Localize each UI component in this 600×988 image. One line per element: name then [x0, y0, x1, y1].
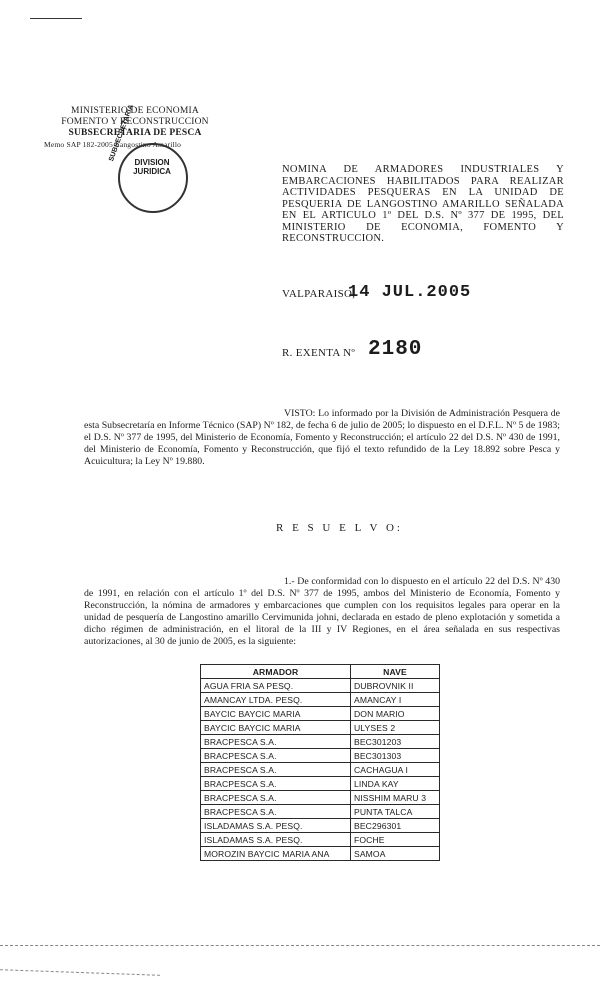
nave-cell: SAMOA: [351, 847, 440, 861]
armador-cell: AGUA FRIA SA PESQ.: [201, 679, 351, 693]
scan-artifact-line: [0, 945, 600, 946]
stamp-line-1: DIVISION: [134, 158, 170, 167]
armador-cell: BAYCIC BAYCIC MARIA: [201, 707, 351, 721]
armador-cell: BRACPESCA S.A.: [201, 749, 351, 763]
table-row: [201, 819, 440, 833]
table-row: [201, 749, 440, 763]
table-row: [201, 791, 440, 805]
letterhead-line-3: SUBSECRETARIA DE PESCA: [68, 128, 202, 138]
nave-cell: LINDA KAY: [351, 777, 440, 791]
memo-reference: Memo SAP 182-2005 Langostino Amarillo: [44, 140, 182, 149]
header-nave: NAVE: [351, 665, 440, 679]
article-1-paragraph: 1.- De conformidad con lo dispuesto en el artículo 22 del D.S. Nº 430 de 1991, en relación con el artículo 1º del D.S. Nº 377 de 1995, ambos del Ministerio de Economía, Fomento y Reconstrucción, la nómina de armadores y embarcaciones que cumplen con los requisitos legales para operar en la unidad de pesquería de Langostino amarillo Cervimunida johni, declarada en estado de pleno explotación y sometida a dicho régimen de administración, en el litoral de la III y IV Regiones, en el área señalada en sus respectivas autorizaciones, al 30 de junio de 2005, es la siguiente:: [84, 576, 560, 647]
letterhead: [44, 106, 220, 150]
letterhead-line-2: FOMENTO Y RECONSTRUCCION: [61, 117, 209, 127]
nave-cell: DUBROVNIK II: [351, 679, 440, 693]
top-margin-mark: [30, 18, 82, 19]
table-row: [201, 679, 440, 693]
table-row: [201, 735, 440, 749]
header-armador: ARMADOR: [201, 665, 351, 679]
armador-cell: BRACPESCA S.A.: [201, 791, 351, 805]
resuelvo-heading: R E S U E L V O:: [276, 522, 403, 534]
armador-cell: ISLADAMAS S.A. PESQ.: [201, 819, 351, 833]
nave-cell: PUNTA TALCA: [351, 805, 440, 819]
armador-cell: BAYCIC BAYCIC MARIA: [201, 721, 351, 735]
table-row: [201, 693, 440, 707]
nave-cell: BEC301303: [351, 749, 440, 763]
table-row: [201, 847, 440, 861]
table-row: [201, 833, 440, 847]
resolution-number: 2180: [368, 338, 423, 361]
table-row: [201, 763, 440, 777]
nave-cell: DON MARIO: [351, 707, 440, 721]
division-juridica-stamp: [118, 143, 188, 213]
stamp-line-2: JURIDICA: [133, 167, 171, 176]
nave-cell: FOCHE: [351, 833, 440, 847]
letterhead-line-1: MINISTERIO DE ECONOMIA: [71, 106, 199, 116]
visto-paragraph: VISTO: Lo informado por la División de Administración Pesquera de esta Subsecretaría en Informe Técnico (SAP) Nº 182, de fecha 6 de julio de 2005; lo dispuesto en el D.F.L. Nº 5 de 1983; el D.S. Nº 377 de 1995, del Ministerio de Economía, Fomento y Reconstrucción; el artículo 22 del D.S. Nº 430 de 1991, del Ministerio de Economía, Fomento y Reconstrucción, que fijó el texto refundido de la Ley 18.892 sobre Pesca y Acuicultura; la Ley Nº 19.880.: [84, 408, 560, 467]
armador-cell: MOROZIN BAYCIC MARIA ANA: [201, 847, 351, 861]
armador-cell: BRACPESCA S.A.: [201, 777, 351, 791]
armador-cell: BRACPESCA S.A.: [201, 735, 351, 749]
nave-cell: ULYSES 2: [351, 721, 440, 735]
nave-cell: BEC296301: [351, 819, 440, 833]
document-title: NOMINA DE ARMADORES INDUSTRIALES Y EMBARCACIONES HABILITADOS PARA REALIZAR ACTIVIDADES PESQUERAS EN LA UNIDAD DE PESQUERIA DE LANGOSTINO AMARILLO SEÑALADA EN EL ARTICULO 1º DEL D.S. Nº 377 DE 1995, DEL MINISTERIO DE ECONOMIA, FOMENTO Y RECONSTRUCCION.: [282, 164, 564, 244]
city-label: VALPARAISO,: [282, 288, 356, 300]
nave-cell: AMANCAY I: [351, 693, 440, 707]
stamp-edge-text: SUBSECRETARIA: [108, 103, 136, 163]
table-row: [201, 805, 440, 819]
armador-cell: ISLADAMAS S.A. PESQ.: [201, 833, 351, 847]
nave-cell: NISSHIM MARU 3: [351, 791, 440, 805]
resolution-label: R. EXENTA Nº: [282, 347, 356, 359]
table-row: [201, 707, 440, 721]
nave-cell: BEC301203: [351, 735, 440, 749]
stamp-text: [130, 158, 174, 176]
table-header-row: [201, 665, 440, 679]
table-row: [201, 777, 440, 791]
nave-cell: CACHAGUA I: [351, 763, 440, 777]
armador-cell: AMANCAY LTDA. PESQ.: [201, 693, 351, 707]
table-row: [201, 721, 440, 735]
stamped-date: 14 JUL.2005: [348, 283, 472, 302]
armador-cell: BRACPESCA S.A.: [201, 763, 351, 777]
armador-cell: BRACPESCA S.A.: [201, 805, 351, 819]
armadores-table: [200, 664, 440, 861]
scan-artifact-line: [0, 969, 160, 976]
